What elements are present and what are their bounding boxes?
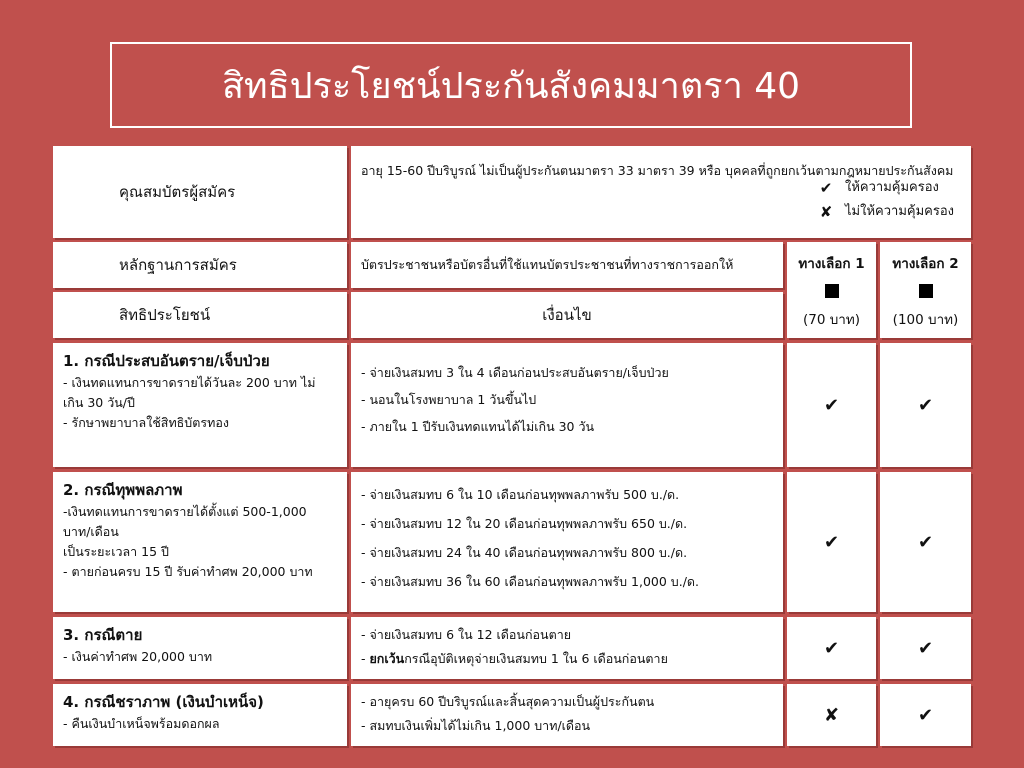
legend-not-covered-label: ไม่ให้ความคุ้มครอง [845,204,954,219]
row-4-option-1 [787,684,876,746]
row-1-detail-2: เกิน 30 วัน/ปี [63,395,135,410]
option-2-label: ทางเลือก 2 [892,256,959,272]
row-4-title: 4. กรณีชราภาพ (เงินบำเหน็จ) [63,693,264,711]
row-1-detail-3: - รักษาพยาบาลใช้สิทธิบัตรทอง [63,415,229,430]
row-3-condition-1: - จ่ายเงินสมทบ 6 ใน 12 เดือนก่อนตาย [361,627,572,642]
check-icon: ✔ [917,394,934,416]
option-1-header [787,242,876,338]
option-1-label: ทางเลือก 1 [798,256,865,272]
row-2-benefit [53,472,347,612]
evidence-label-cell [53,242,347,288]
row-2-detail-1: -เงินทดแทนการขาดรายได้ตั้งแต่ 500-1,000 [63,504,307,519]
check-icon: ✔ [823,394,840,416]
condition-header: เงื่อนไข [542,306,592,324]
row-3-option-2 [880,617,971,679]
option-2-header [880,242,971,338]
check-icon: ✔ [917,704,934,726]
qualification-label: คุณสมบัตรผู้สมัคร [119,183,236,201]
row-1-option-1 [787,343,876,467]
row-3-condition-2: - ยกเว้นกรณีอุบัติเหตุจ่ายเงินสมทบ 1 ใน 6 เดือนก่อนตาย [361,651,668,666]
row-4-conditions [351,684,783,746]
row-3-detail-1: - เงินค่าทำศพ 20,000 บาท [63,649,213,664]
row-3-option-1 [787,617,876,679]
page-title: สิทธิประโยชน์ประกันสังคมมาตรา 40 [110,42,912,128]
row-2-detail-4: - ตายก่อนครบ 15 ปี รับค่าทำศพ 20,000 บาท [63,564,313,579]
row-1-detail-1: - เงินทดแทนการขาดรายได้วันละ 200 บาท ไม่ [63,375,316,390]
row-2-detail-2: บาท/เดือน [63,524,119,539]
qualification-text-1: อายุ 15-60 ปีบริบูรณ์ ไม่เป็นผู้ประกันตนมาตรา 33 มาตรา 39 หรือ [361,163,722,178]
row-4-condition-2: - สมทบเงินเพิ่มได้ไม่เกิน 1,000 บาท/เดือน [361,718,591,733]
row-2-condition-2: - จ่ายเงินสมทบ 12 ใน 20 เดือนก่อนทุพพลภาพรับ 650 บ./ด. [361,516,688,531]
benefit-header: สิทธิประโยชน์ [119,306,211,324]
option-1-price: (70 บาท) [802,312,861,328]
qualification-label-cell [53,146,347,238]
row-1-conditions [351,343,783,467]
row-3-condition-2-rest: กรณีอุบัติเหตุจ่ายเงินสมทบ 1 ใน 6 เดือนก่อนตาย [404,651,668,666]
legend-not-covered [815,200,954,224]
check-icon: ✔ [823,637,840,659]
benefit-header-cell [53,292,347,338]
row-3-title: 3. กรณีตาย [63,626,143,644]
row-4-option-2 [880,684,971,746]
row-4-condition-1: - อายุครบ 60 ปีบริบูรณ์และสิ้นสุดความเป็นผู้ประกันตน [361,694,655,709]
row-2-option-1 [787,472,876,612]
check-icon: ✔ [819,179,833,197]
legend [815,176,954,224]
legend-covered [815,176,954,200]
row-2-conditions [351,472,783,612]
qualification-text-2: บุคคลที่ถูกยกเว้นตามกฎหมายประกันสังคม [725,163,954,178]
row-2-option-2 [880,472,971,612]
row-1-condition-2: - นอนในโรงพยาบาล 1 วันขึ้นไป [361,392,537,407]
row-3-conditions [351,617,783,679]
row-2-condition-4: - จ่ายเงินสมทบ 36 ใน 60 เดือนก่อนทุพพลภาพรับ 1,000 บ./ด. [361,574,700,589]
row-1-option-2 [880,343,971,467]
cross-icon: ✘ [823,704,840,726]
row-1-title: 1. กรณีประสบอันตราย/เจ็บป่วย [63,352,270,370]
check-icon: ✔ [823,531,840,553]
row-1-condition-3: - ภายใน 1 ปีรับเงินทดแทนได้ไม่เกิน 30 วัน [361,419,595,434]
row-2-condition-1: - จ่ายเงินสมทบ 6 ใน 10 เดือนก่อนทุพพลภาพรับ 500 บ./ด. [361,487,680,502]
option-2-square-icon [919,284,933,298]
row-2-detail-3: เป็นระยะเวลา 15 ปี [63,544,169,559]
evidence-text-cell [351,242,783,288]
option-1-square-icon [825,284,839,298]
option-2-price: (100 บาท) [892,312,959,328]
row-2-condition-3: - จ่ายเงินสมทบ 24 ใน 40 เดือนก่อนทุพพลภาพรับ 800 บ./ด. [361,545,688,560]
check-icon: ✔ [917,637,934,659]
condition-header-cell [351,292,783,338]
evidence-text: บัตรประชาชนหรือบัตรอื่นที่ใช้แทนบัตรประชาชนที่ทางราชการออกให้ [361,257,734,272]
row-3-condition-2-bold: ยกเว้น [369,651,405,666]
qualification-text-cell [351,146,971,238]
check-icon: ✔ [917,531,934,553]
row-4-benefit [53,684,347,746]
cross-icon: ✘ [819,203,833,221]
evidence-label: หลักฐานการสมัคร [119,256,237,274]
row-2-title: 2. กรณีทุพพลภาพ [63,481,183,499]
row-3-benefit [53,617,347,679]
row-1-condition-1: - จ่ายเงินสมทบ 3 ใน 4 เดือนก่อนประสบอันตราย/เจ็บป่วย [361,365,669,380]
row-1-benefit [53,343,347,467]
row-4-detail-1: - คืนเงินบำเหน็จพร้อมดอกผล [63,716,220,731]
legend-covered-label: ให้ความคุ้มครอง [845,180,939,195]
